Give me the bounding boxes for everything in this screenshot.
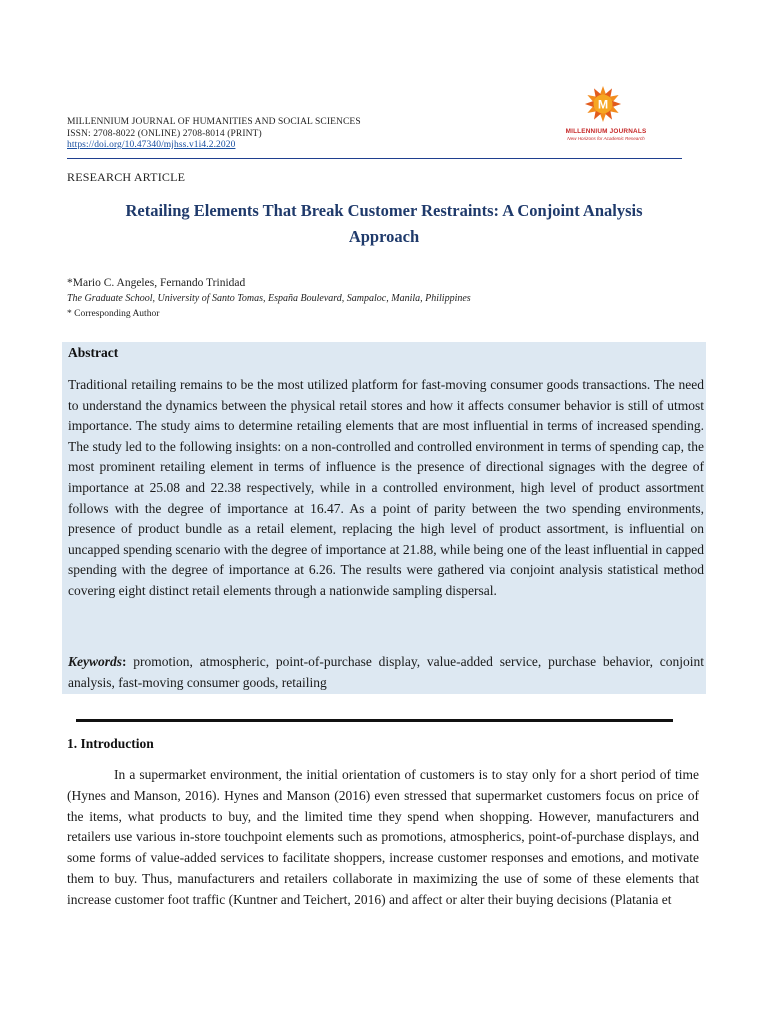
journal-name: MILLENNIUM JOURNAL OF HUMANITIES AND SOCIAL SCIENCES: [67, 117, 361, 127]
logo-tagline: New Horizons for Academic Research: [567, 136, 645, 141]
keywords-line: [68, 652, 704, 693]
sunburst-logo-icon: [584, 85, 622, 123]
logo-letter: M: [597, 97, 609, 112]
paper-title: Retailing Elements That Break Customer Restraints: A Conjoint Analysis Approach: [125, 201, 643, 246]
logo-name: MILLENNIUM JOURNALS: [565, 128, 647, 135]
abstract-box: [62, 342, 706, 694]
keywords-label: Keywords: [68, 654, 122, 669]
keywords-colon: :: [122, 654, 127, 669]
introduction-heading: 1. Introduction: [67, 736, 154, 751]
article-type-label: RESEARCH ARTICLE: [67, 170, 186, 184]
author-affiliation: The Graduate School, University of Santo Tomas, España Boulevard, Sampaloc, Manila, Philippines: [67, 293, 471, 304]
keywords-list: promotion, atmospheric, point-of-purchase display, value-added service, purchase behavior, conjoint analysis, fast-moving consumer goods, retailing: [68, 654, 704, 690]
introduction-paragraph: In a supermarket environment, the initial orientation of customers is to stay only for a short period of time (Hynes and Manson, 2016). Hynes and Manson (2016) even stressed that supermarket customers focus on price of the items, what products to buy, and the limited time they spend when shopping. However, manufacturers and retailers use various in-store touchpoint elements such as promotions, atmospherics, point-of-purchase displays, and some forms of value-added services to facilitate shoppers, increase customer responses and emotions, and motivate them to buy. Thus, manufacturers and retailers collaborate in maximizing the use of some of these elements that increase customer foot traffic (Kuntner and Teichert, 2016) and affect or alter their buying decisions (Platania et: [67, 767, 699, 907]
section-divider: [76, 719, 673, 722]
abstract-heading: Abstract: [68, 345, 119, 360]
author-list: *Mario C. Angeles, Fernando Trinidad: [67, 277, 246, 289]
issn-line: ISSN: 2708-8022 (ONLINE) 2708-8014 (PRINT): [67, 128, 262, 139]
abstract-text: Traditional retailing remains to be the most utilized platform for fast-moving consumer goods transactions. The need to understand the dynamics between the physical retail stores and how it affects consumer behavior is still of utmost importance. The study aims to determine retailing elements that are most influential in terms of increased spending. The study led to the following insights: on a non-controlled and controlled environment in terms of spending cap, the most prominent retailing element in terms of influence is the presence of directional signages with the degree of importance at 25.08 and 22.38 respectively, while in a controlled environment, high level of product assortment follows with the degree of importance at 16.47. As a point of parity between the two spending environments, presence of product bundle as a retail element, replacing the high level of product assortment, is influential on uncapped spending scenario with the degree of importance at 21.88, while being one of the least influential in capped spending with the degree of importance at 6.26. The results were gathered via conjoint analysis statistical method covering eight distinct retail elements through a nationwide sampling dispersal.: [68, 377, 704, 598]
journal-logo: [560, 85, 652, 145]
corresponding-author-note: * Corresponding Author: [67, 309, 160, 319]
doi-link[interactable]: https://doi.org/10.47340/mjhss.v1i4.2.2020: [67, 140, 236, 150]
header-divider: [67, 158, 682, 159]
